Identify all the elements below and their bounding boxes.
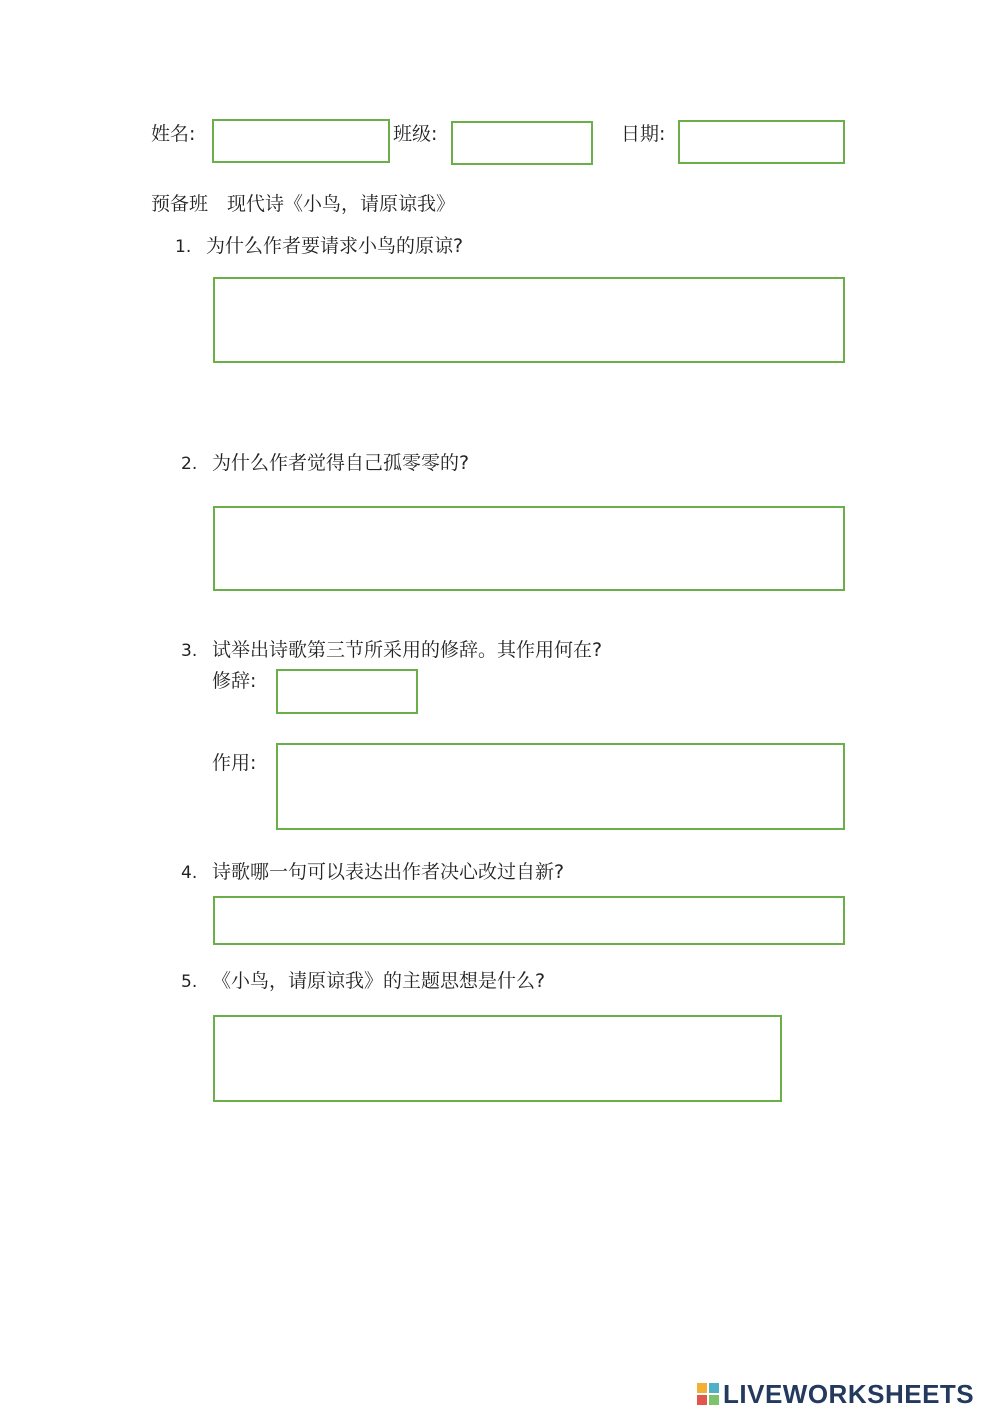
liveworksheets-logo: [697, 1378, 974, 1410]
class-label: 班级:: [393, 123, 438, 145]
logo-square-3: [697, 1395, 707, 1405]
class-input[interactable]: [451, 121, 593, 165]
answer-4-input[interactable]: [213, 896, 845, 945]
worksheet-title: 预备班 现代诗《小鸟，请原谅我》: [151, 193, 456, 215]
rhetoric-input[interactable]: [276, 669, 418, 714]
liveworksheets-logo-icon: [697, 1383, 719, 1405]
question-5-number: 5.: [181, 972, 198, 992]
name-input[interactable]: [212, 119, 390, 163]
date-input[interactable]: [678, 120, 845, 164]
question-2-number: 2.: [181, 454, 198, 474]
rhetoric-label: 修辞:: [212, 670, 257, 692]
question-3-text: 试举出诗歌第三节所采用的修辞。其作用何在?: [212, 639, 603, 661]
question-1-number: 1.: [175, 237, 192, 257]
logo-text: LIVEWORKSHEETS: [723, 1378, 975, 1409]
effect-input[interactable]: [276, 743, 845, 830]
effect-label: 作用:: [212, 752, 257, 774]
date-label: 日期:: [621, 123, 666, 145]
question-1-text: 为什么作者要请求小鸟的原谅?: [206, 235, 464, 257]
logo-square-2: [709, 1383, 719, 1393]
question-2-text: 为什么作者觉得自己孤零零的?: [212, 452, 470, 474]
question-4-number: 4.: [181, 863, 198, 883]
question-3-number: 3.: [181, 641, 198, 661]
question-4-text: 诗歌哪一句可以表达出作者决心改过自新?: [212, 861, 565, 883]
question-5-text: 《小鸟，请原谅我》的主题思想是什么?: [212, 970, 546, 992]
answer-5-input[interactable]: [213, 1015, 782, 1102]
logo-square-4: [709, 1395, 719, 1405]
logo-square-1: [697, 1383, 707, 1393]
answer-1-input[interactable]: [213, 277, 845, 363]
name-label: 姓名:: [151, 123, 196, 145]
answer-2-input[interactable]: [213, 506, 845, 591]
